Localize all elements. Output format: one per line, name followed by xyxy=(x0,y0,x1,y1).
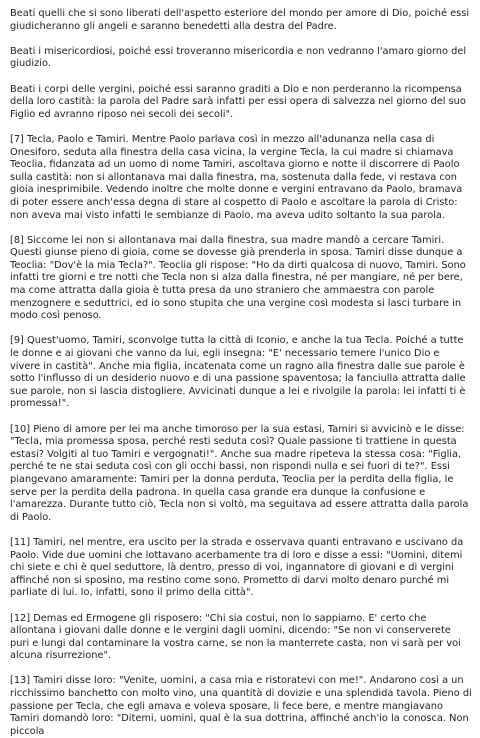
paragraph-section-13: [13] Tamiri disse loro: "Venite, uomini, a casa mia e ristoratevi con me!". Andarono così a un ricchissimo banchetto con molto vino, una quantità di dovizie e una splendida tavola. Pieno di passione per Tecla, che egli amava e voleva sposare, li fece bere, e mentre mangiavano Tamiri domandò loro: "Ditemi, uomini, qual è la sua dottrina, affinché anch'io la conosca. Non piccola xyxy=(10,675,472,737)
paragraph-beatitude-1: Beati quelli che si sono liberati dell'aspetto esteriore del mondo per amore di Dio, poiché essi giudicheranno gli angeli e saranno benedetti alla destra del Padre. xyxy=(10,8,470,32)
paragraph-section-11: [11] Tamiri, nel mentre, era uscito per la strada e osservava quanti entravano e uscivano da Paolo. Vide due uomini che lottavano acerbamente tra di loro e disse a essi: "Uomini, ditemi chi siete e chi è quel seduttore, là dentro, presso di voi, ingannatore di giovani e di vergini affinché non si sposino, ma restino come sono. Prometto di darvi molto denaro purché mi parliate di lui. Io, infatti, sono il primo della città". xyxy=(10,536,464,599)
paragraph-beatitude-2: Beati i misericordiosi, poiché essi troveranno misericordia e non vedranno l'amaro giorno del giudizio. xyxy=(10,45,467,70)
paragraph-section-10: [10] Pieno di amore per lei ma anche timoroso per la sua estasi, Tamiri si avvicinò e le disse: "Tecla, mia promessa sposa, perché resti seduta così? Quale passione ti trattiene in questa estasi? Volgiti al tuo Tamiri e vergognati!". Anche sua madre ripeteva la stessa cosa: "Figlia, perché te ne stai seduta così con gli occhi bassi, non rispondi nulla e sei fuori di te?". Essi piangevano amaramente: Tamiri per la donna perduta, Teoclia per la perdita della figlia, le serve per la perdita della padrona. In quella casa grande era dunque la confusione e l'amarezza. Durante tutto ciò, Tecla non si voltò, ma seguitava ad essere attratta dalla parola di Paolo. xyxy=(10,423,469,523)
paragraph-section-9: [9] Quest'uomo, Tamiri, sconvolge tutta la città di Iconio, e anche la tua Tecla. Poiché a tutte le donne e ai giovani che vanno da lui, egli insegna: "E' necessario temere l'unico Dio e vivere in castità". Anche mia figlia, incatenata come un ragno alla finestra dalle sue parole è sotto l'influsso di un desiderio nuovo e di una passione spaventosa; la fanciulla attratta dalle sue parole, non si lascia distogliere. Avvicinati dunque a lei e rivolgile la parola: lei infatti ti è promessa!". xyxy=(10,335,466,410)
document-page xyxy=(10,8,472,738)
paragraph-section-12: [12] Demas ed Ermogene gli risposero: "Chi sia costui, non lo sappiamo. E' certo che allontana i giovani dalle donne e le vergini dagli uomini, dicendo: "Se non vi conserverete puri e lungi dal contaminare la vostra carne, se non la manterrete casta, non vi sarà per voi alcuna risurrezione". xyxy=(10,612,461,662)
paragraph-section-7: [7] Tecla, Paolo e Tamiri. Mentre Paolo parlava così in mezzo all'adunanza nella casa di Onesiforo, seduta alla finestra della casa vicina, la vergine Tecla, la cui madre si chiamava Teoclia, fidanzata ad un uomo di nome Tamiri, ascoltava giorno e notte il discorrere di Paolo sulla castità: non si allontanava mai dalla finestra, ma, sostenuta dalla fede, vi restava con gioia inesprimibile. Vedendo inoltre che molte donne e vergini entravano da Paolo, bramava di poter essere anch'essa degna di stare al cospetto di Paolo e ascoltare la parola di Cristo: non aveva mai visto infatti le sembianze di Paolo, ma aveva udito soltanto la sua parola. xyxy=(10,133,463,221)
paragraph-section-8: [8] Siccome lei non si allontanava mai dalla finestra, sua madre mandò a cercare Tamiri. Questi giunse pieno di gioia, come se dovesse già prenderla in sposa. Tamiri disse dunque a Teoclia: "Dov'è la mia Tecla?". Teoclia gli rispose: "Ho da dirti qualcosa di nuovo, Tamiri. Sono infatti tre giorni e tre notti che Tecla non si alza dalla finestra, né per mangiare, né per bere, ma come attratta dalla gioia è tutta presa da uno straniero che ammaestra con parole menzognere e seduttrici, ed io sono stupita che una vergine così modesta si lasci turbare in modo così penoso. xyxy=(10,234,466,322)
paragraph-beatitude-3: Beati i corpi delle vergini, poiché essi saranno graditi a Dio e non perderanno la ricompensa della loro castità: la parola del Padre sarà infatti per essi opera di salvezza nel giorno del suo Figlio ed avranno riposo nei secoli dei secoli". xyxy=(10,83,466,120)
